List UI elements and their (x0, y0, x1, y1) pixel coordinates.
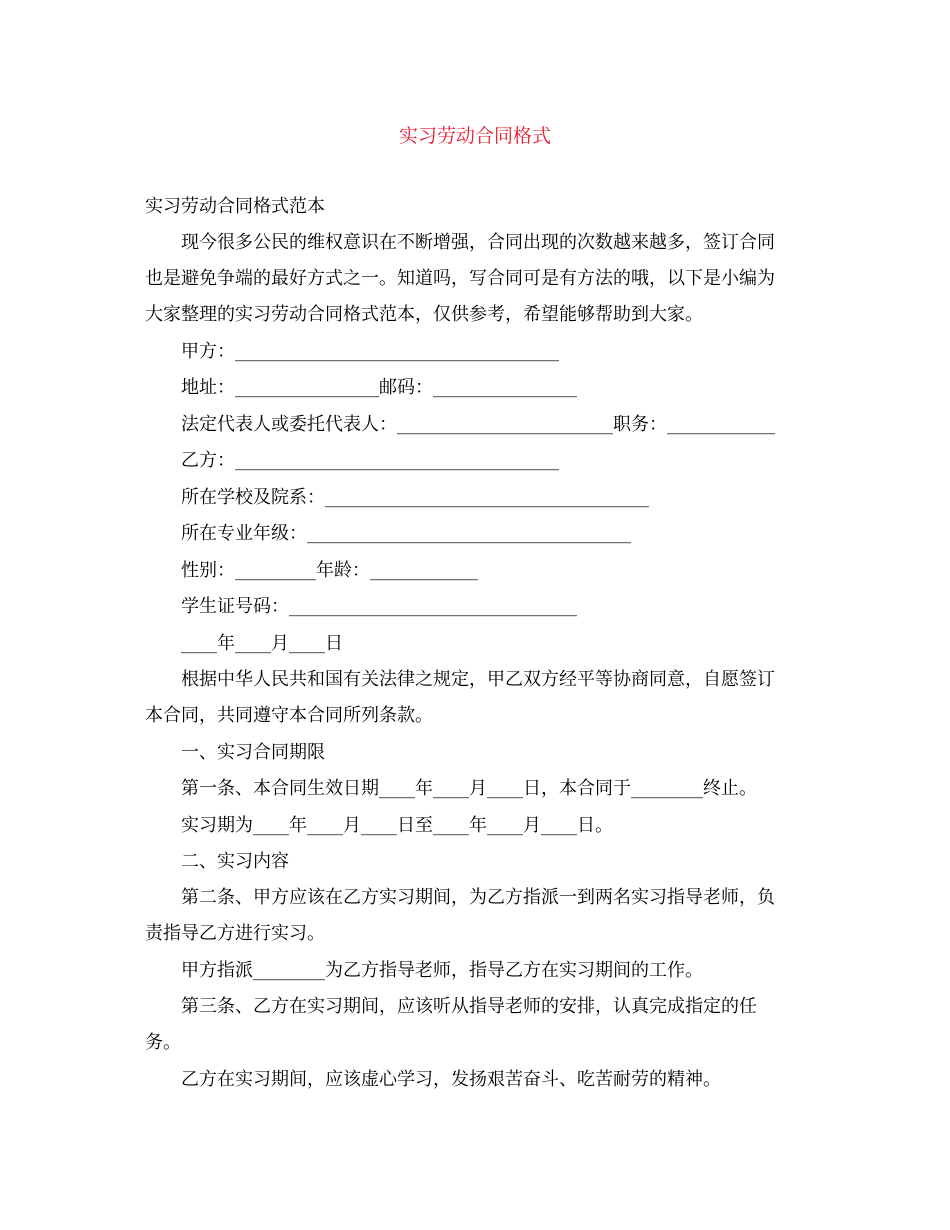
assign-line: 甲方指派________为乙方指导老师，指导乙方在实习期间的工作。 (181, 960, 703, 981)
article-3-line-2: 务。 (145, 1032, 181, 1053)
field-gender-age: 性别：_________年龄：____________ (181, 560, 478, 581)
field-major: 所在专业年级：____________________________________ (181, 523, 631, 544)
article-2-line-2: 责指导乙方进行实习。 (145, 923, 325, 944)
article-2-line-1: 第二条、甲方应该在乙方实习期间，为乙方指派一到两名实习指导老师，负 (181, 887, 775, 908)
field-party-a: 甲方：____________________________________ (181, 341, 559, 362)
article-1-line-2: 实习期为____年____月____日至____年____月____日。 (181, 815, 613, 836)
document-title: 实习劳动合同格式 (398, 125, 551, 147)
article-3-line-1: 第三条、乙方在实习期间，应该听从指导老师的安排，认真完成指定的任 (181, 996, 757, 1017)
agreement-line-1: 根据中华人民共和国有关法律之规定，甲乙双方经平等协商同意，自愿签订 (181, 669, 775, 690)
field-student-id: 学生证号码：________________________________ (181, 596, 577, 617)
field-date: ____年____月____日 (181, 633, 343, 654)
attitude-line: 乙方在实习期间，应该虚心学习，发扬艰苦奋斗、吃苦耐劳的精神。 (181, 1069, 721, 1090)
intro-line-3: 大家整理的实习劳动合同格式范本，仅供参考，希望能够帮助到大家。 (145, 304, 703, 325)
agreement-line-2: 本合同，共同遵守本合同所列条款。 (145, 705, 433, 726)
field-school: 所在学校及院系：____________________________________ (181, 487, 649, 508)
section-heading-1: 一、实习合同期限 (181, 742, 325, 763)
field-address: 地址：________________邮码：________________ (181, 377, 577, 398)
field-party-b: 乙方：____________________________________ (181, 450, 559, 471)
intro-line-1: 现今很多公民的维权意识在不断增强，合同出现的次数越来越多，签订合同 (181, 232, 775, 253)
section-heading-2: 二、实习内容 (181, 851, 289, 872)
field-representative: 法定代表人或委托代表人：________________________职务：____________ (181, 414, 775, 435)
intro-line-2: 也是避免争端的最好方式之一。知道吗，写合同可是有方法的哦，以下是小编为 (145, 268, 775, 289)
article-1-line-1: 第一条、本合同生效日期____年____月____日，本合同于________终止。 (181, 778, 757, 799)
document-subtitle: 实习劳动合同格式范本 (145, 196, 325, 217)
